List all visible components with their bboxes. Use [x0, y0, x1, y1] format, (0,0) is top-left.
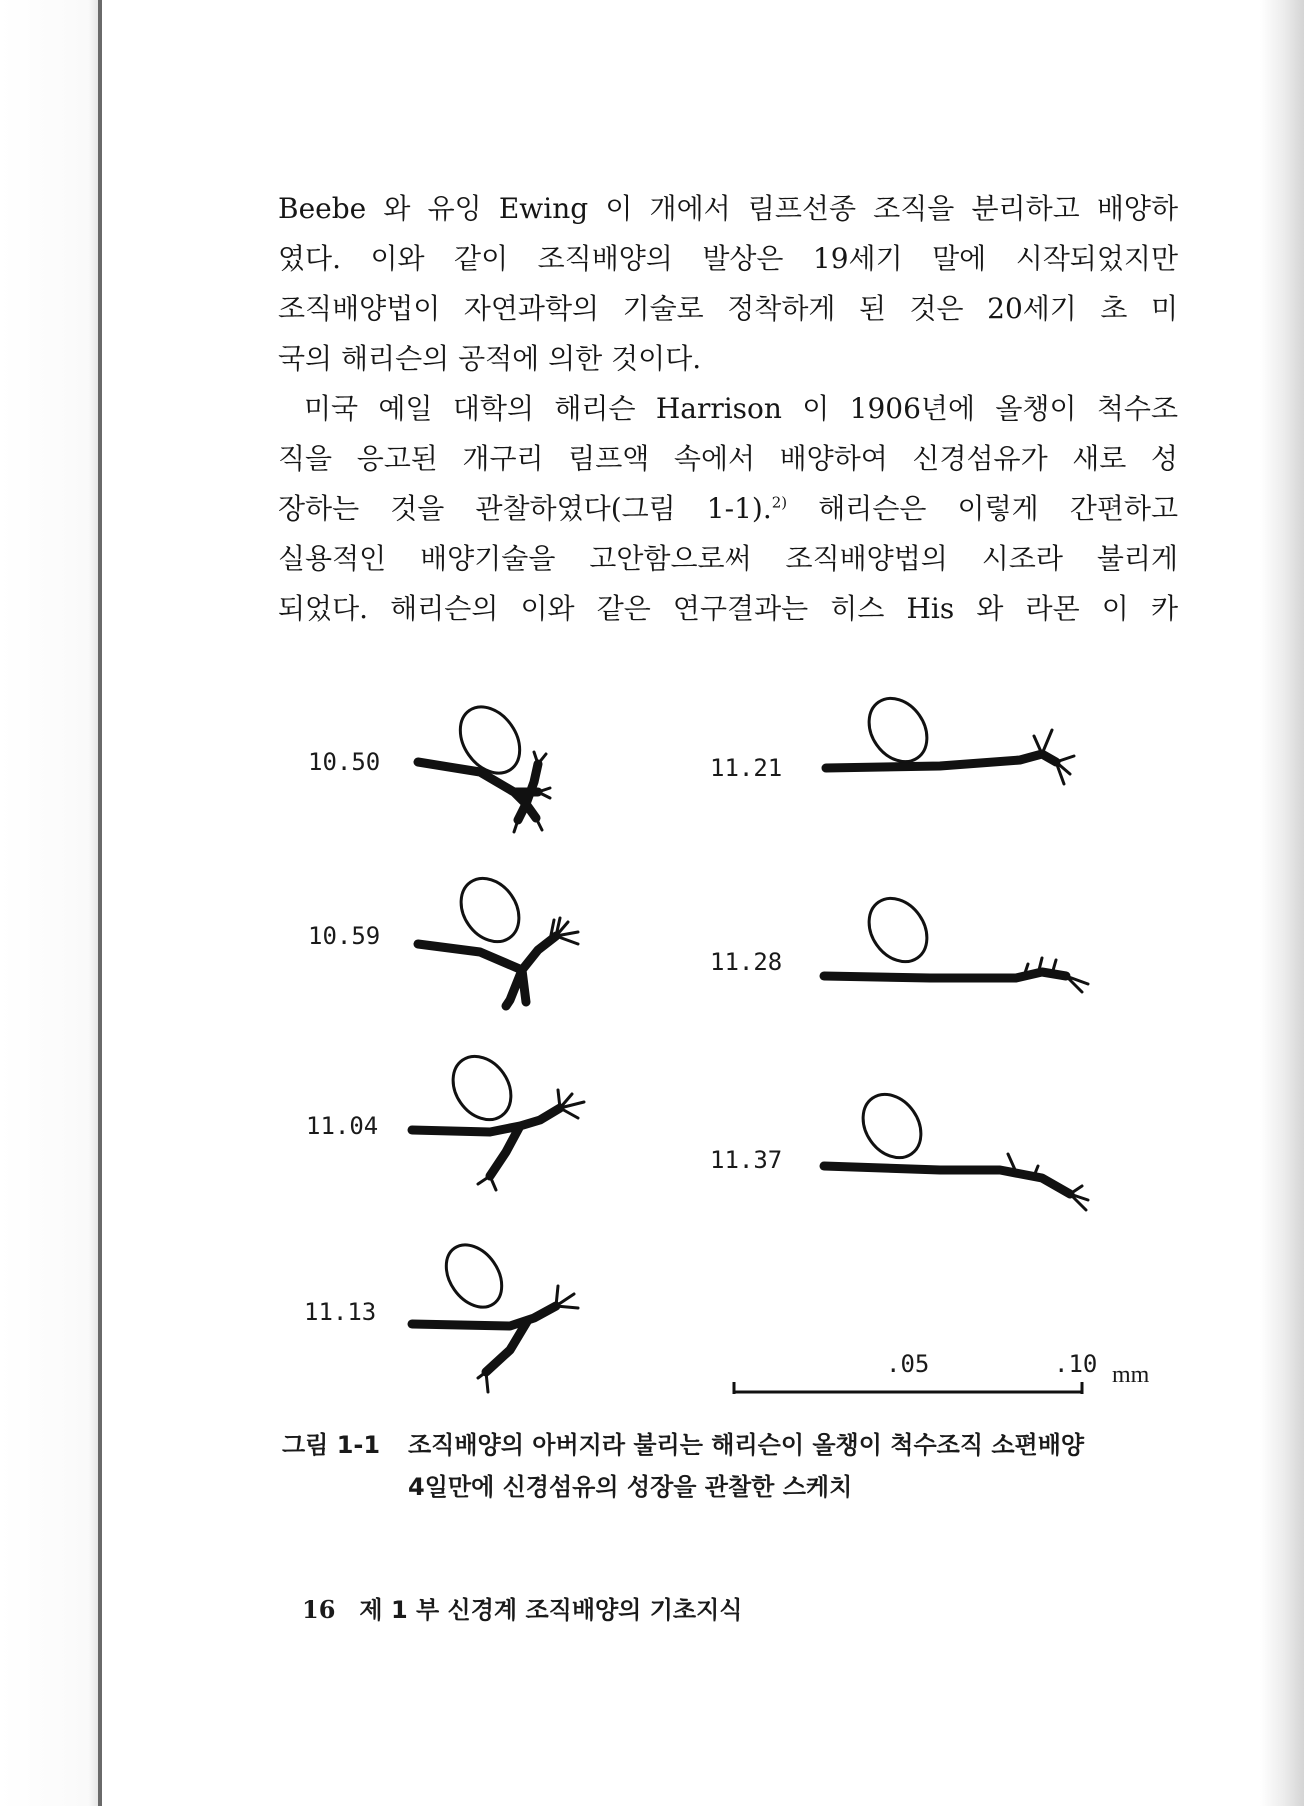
paragraph-1-line-3: 조직배양법이 자연과학의 기술로 정착하게 된 것은 20세기 초 미 — [278, 292, 1178, 325]
scale-tick-label-05: .05 — [886, 1350, 930, 1378]
paragraph-1-line-4: 국의 해리슨의 공적에 의한 것이다. — [278, 342, 702, 375]
body-text — [278, 184, 1178, 634]
paragraph-2-line-4: 실용적인 배양기술을 고안함으로써 조직배양법의 시조라 불리게 — [278, 542, 1178, 575]
sketch-label-11-37: 11.37 — [710, 1146, 783, 1174]
sketch-label-11-13: 11.13 — [304, 1298, 377, 1326]
paragraph-1-line-2: 였다. 이와 같이 조직배양의 발상은 19세기 말에 시작되었지만 — [278, 242, 1178, 275]
nerve-fiber-sketch-10-59 — [410, 880, 620, 1030]
sketch-label-11-21: 11.21 — [710, 754, 783, 782]
figure-1-1 — [260, 680, 1220, 1440]
nerve-fiber-sketch-11-04 — [410, 1058, 630, 1208]
sketch-label-10-50: 10.50 — [308, 748, 381, 776]
page-binding-edge — [98, 0, 102, 1806]
scale-unit: mm — [1112, 1362, 1150, 1388]
paragraph-1-line-1: Beebe 와 유잉 Ewing 이 개에서 림프선종 조직을 분리하고 배양하 — [278, 192, 1178, 225]
caption-line-1: 조직배양의 아버지라 불리는 해리슨이 올챙이 척수조직 소편배양 — [408, 1431, 1085, 1459]
caption-number: 그림 1-1 — [282, 1431, 381, 1459]
text-segment: 해리슨은 이렇게 간편하고 — [818, 492, 1178, 525]
scale-tick-label-10: .10 — [1054, 1350, 1098, 1378]
running-head: 제 1 부 신경계 조직배양의 기초지식 — [359, 1596, 743, 1624]
paragraph-2-line-2: 직을 응고된 개구리 림프액 속에서 배양하여 신경섬유가 새로 성 — [278, 442, 1178, 475]
nerve-fiber-sketch-10-50 — [410, 708, 610, 848]
page-footer — [302, 1590, 742, 1625]
nerve-fiber-sketch-11-28 — [820, 896, 1130, 1016]
scale-bar — [732, 1376, 1092, 1400]
page-margin-right — [1260, 0, 1304, 1806]
paragraph-2-line-5: 되었다. 해리슨의 이와 같은 연구결과는 히스 His 와 라몬 이 카 — [278, 592, 1178, 625]
caption-line-2: 4일만에 신경섬유의 성장을 관찰한 스케치 — [408, 1473, 853, 1501]
caption-text — [408, 1424, 1198, 1508]
sketch-label-11-28: 11.28 — [710, 948, 783, 976]
text-segment: 장하는 것을 관찰하였다(그림 1-1). — [278, 492, 772, 525]
sketch-label-11-04: 11.04 — [306, 1112, 379, 1140]
paragraph-2-line-3 — [278, 484, 1178, 534]
paragraph-2-line-1: 미국 예일 대학의 해리슨 Harrison 이 1906년에 올챙이 척수조 — [304, 392, 1178, 425]
page-number: 16 — [302, 1595, 336, 1624]
nerve-fiber-sketch-11-21 — [820, 700, 1120, 820]
page-margin-left — [0, 0, 98, 1806]
nerve-fiber-sketch-11-13 — [410, 1240, 630, 1410]
nerve-fiber-sketch-11-37 — [820, 1086, 1140, 1236]
sketch-label-10-59: 10.59 — [308, 922, 381, 950]
footnote-ref: 2) — [771, 493, 788, 512]
